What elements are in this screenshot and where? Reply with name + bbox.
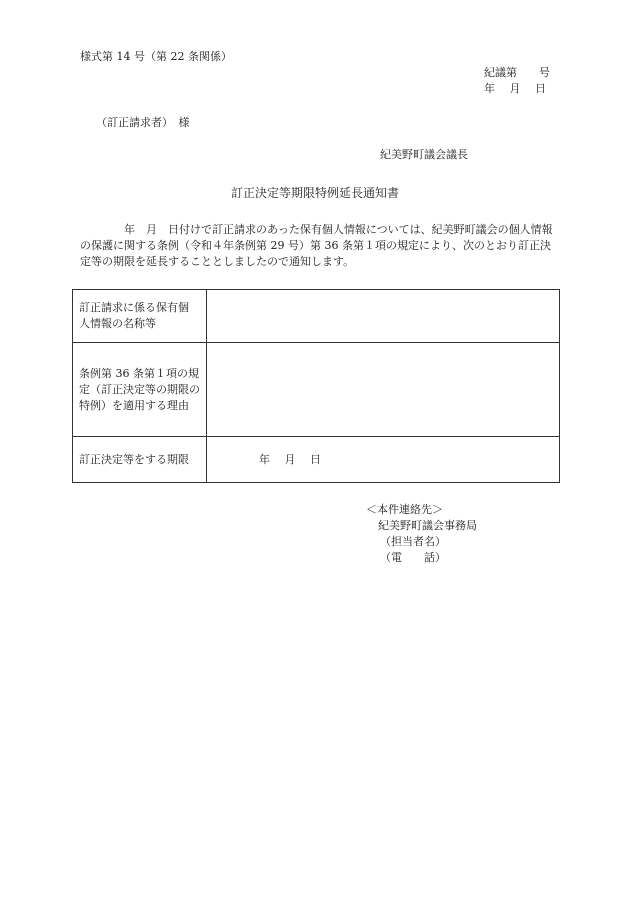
- contact-block: [366, 502, 477, 566]
- row-label: [73, 437, 207, 483]
- contact-office: 紀美野町議会事務局: [378, 519, 477, 532]
- body-line: の保護に関する条例（令和４年条例第 29 号）第 36 条第１項の規定により、次のとおり訂正決: [80, 239, 551, 252]
- sender: 紀美野町議会議長: [380, 148, 468, 161]
- contact-phone: （電 話）: [380, 551, 446, 564]
- label-line: 特例）を適用する理由: [79, 398, 189, 412]
- row-label: [73, 343, 207, 437]
- label-line: 定（訂正決定等の期限の: [79, 382, 200, 396]
- table-row: [73, 437, 560, 483]
- table-row: [73, 343, 560, 437]
- row-value: [207, 290, 560, 343]
- label-line: 条例第 36 条第１項の規: [79, 366, 199, 380]
- document-number: 紀議第 号: [484, 66, 550, 79]
- contact-person: （担当者名）: [380, 535, 446, 548]
- label-line: 人情報の名称等: [79, 317, 156, 330]
- row-label: [73, 290, 207, 343]
- table-row: [73, 290, 560, 343]
- body-text: [80, 222, 566, 270]
- body-line: 年 月 日付けで訂正請求のあった保有個人情報については、紀美野町議会の個人情報: [80, 223, 553, 236]
- body-line: 定等の期限を延長することとしましたので通知します。: [80, 255, 355, 268]
- label-line: 訂正決定等をする期限: [79, 452, 189, 466]
- form-number: 様式第 14 号（第 22 条関係）: [80, 50, 232, 63]
- row-value: [207, 343, 560, 437]
- addressee: （訂正請求者） 様: [96, 116, 190, 129]
- row-value: [207, 437, 560, 483]
- document-date: 年 月 日: [484, 82, 546, 95]
- info-table: [72, 289, 560, 483]
- label-line: 訂正請求に係る保有個: [79, 301, 189, 314]
- contact-heading: ＜本件連絡先＞: [366, 503, 443, 516]
- deadline-date: 年 月 日: [259, 452, 321, 466]
- document-title: 訂正決定等期限特例延長通知書: [230, 186, 399, 200]
